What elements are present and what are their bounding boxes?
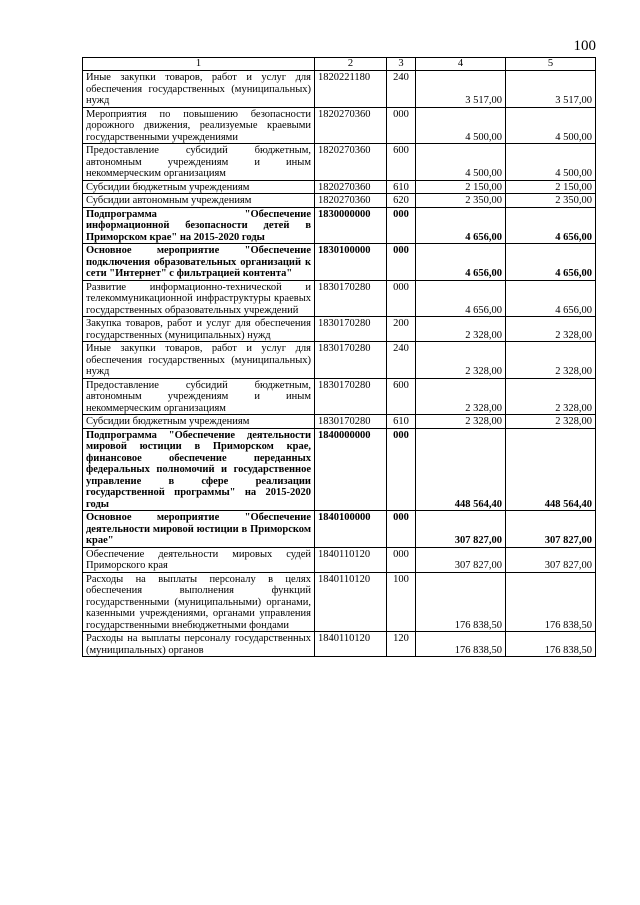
row-amount-col4-cell: 2 328,00 — [416, 342, 506, 379]
table-header-row — [83, 58, 596, 71]
row-code-cell: 1830100000 — [315, 244, 387, 281]
row-type-cell: 000 — [387, 547, 416, 572]
row-type-cell: 610 — [387, 415, 416, 429]
row-code-cell: 1820221180 — [315, 71, 387, 108]
row-type-cell: 000 — [387, 107, 416, 144]
row-code-cell: 1830170280 — [315, 378, 387, 415]
table-row — [83, 207, 596, 244]
row-name-cell: Основное мероприятие "Обеспечение подключения образовательных организаций к сети "Интернет" с фильтрацией контента" — [83, 244, 315, 281]
budget-table — [82, 57, 596, 657]
table-row — [83, 415, 596, 429]
header-cell-1: 1 — [83, 58, 315, 71]
row-type-cell: 000 — [387, 280, 416, 317]
row-code-cell: 1820270360 — [315, 144, 387, 181]
row-type-cell: 000 — [387, 511, 416, 548]
row-type-cell: 620 — [387, 194, 416, 208]
page-number: 100 — [573, 38, 596, 54]
row-amount-col5-cell: 448 564,40 — [506, 428, 596, 511]
row-amount-col5-cell: 307 827,00 — [506, 547, 596, 572]
row-amount-col4-cell: 4 656,00 — [416, 207, 506, 244]
row-amount-col4-cell: 176 838,50 — [416, 572, 506, 632]
row-type-cell: 100 — [387, 572, 416, 632]
table-row — [83, 428, 596, 511]
row-name-cell: Расходы на выплаты персоналу в целях обеспечения выполнения функций государственными (муниципальными) органами, казенными учреждениями, органами управления государственными внебюджетными фондами — [83, 572, 315, 632]
row-amount-col5-cell: 307 827,00 — [506, 511, 596, 548]
row-name-cell: Расходы на выплаты персоналу государственных (муниципальных) органов — [83, 632, 315, 657]
row-amount-col4-cell: 4 656,00 — [416, 280, 506, 317]
row-code-cell: 1840110120 — [315, 547, 387, 572]
row-code-cell: 1830170280 — [315, 280, 387, 317]
row-code-cell: 1840110120 — [315, 632, 387, 657]
row-amount-col5-cell: 2 328,00 — [506, 317, 596, 342]
row-code-cell: 1840100000 — [315, 511, 387, 548]
table-row — [83, 317, 596, 342]
row-code-cell: 1830170280 — [315, 415, 387, 429]
row-amount-col4-cell: 448 564,40 — [416, 428, 506, 511]
header-cell-4: 4 — [416, 58, 506, 71]
table-row — [83, 194, 596, 208]
row-amount-col5-cell: 3 517,00 — [506, 71, 596, 108]
row-type-cell: 600 — [387, 378, 416, 415]
row-amount-col5-cell: 4 500,00 — [506, 144, 596, 181]
row-amount-col4-cell: 307 827,00 — [416, 511, 506, 548]
row-amount-col5-cell: 4 656,00 — [506, 244, 596, 281]
header-cell-3: 3 — [387, 58, 416, 71]
row-name-cell: Мероприятия по повышению безопасности дорожного движения, реализуемые краевыми государственными учреждениями — [83, 107, 315, 144]
row-name-cell: Иные закупки товаров, работ и услуг для обеспечения государственных (муниципальных) нужд — [83, 71, 315, 108]
header-cell-2: 2 — [315, 58, 387, 71]
row-amount-col4-cell: 4 500,00 — [416, 144, 506, 181]
row-name-cell: Развитие информационно-технической и телекоммуникационной инфраструктуры краевых государственных образовательных учреждений — [83, 280, 315, 317]
row-amount-col4-cell: 3 517,00 — [416, 71, 506, 108]
table-row — [83, 144, 596, 181]
row-amount-col4-cell: 176 838,50 — [416, 632, 506, 657]
row-name-cell: Подпрограмма "Обеспечение информационной безопасности детей в Приморском крае" на 2015-2020 годы — [83, 207, 315, 244]
row-amount-col5-cell: 2 150,00 — [506, 180, 596, 194]
row-type-cell: 240 — [387, 342, 416, 379]
row-type-cell: 600 — [387, 144, 416, 181]
table-row — [83, 378, 596, 415]
row-amount-col5-cell: 4 656,00 — [506, 207, 596, 244]
row-amount-col4-cell: 307 827,00 — [416, 547, 506, 572]
table-row — [83, 511, 596, 548]
row-name-cell: Основное мероприятие "Обеспечение деятельности мировой юстиции в Приморском крае" — [83, 511, 315, 548]
row-name-cell: Подпрограмма "Обеспечение деятельности мировой юстиции в Приморском крае, финансовое обеспечение переданных федеральных полномочий и государственное управление в сфере реализации государственной программы" на 2015-2020 годы — [83, 428, 315, 511]
row-amount-col5-cell: 4 500,00 — [506, 107, 596, 144]
table-row — [83, 280, 596, 317]
row-amount-col5-cell: 176 838,50 — [506, 572, 596, 632]
row-code-cell: 1840110120 — [315, 572, 387, 632]
row-code-cell: 1820270360 — [315, 180, 387, 194]
row-type-cell: 000 — [387, 244, 416, 281]
row-name-cell: Иные закупки товаров, работ и услуг для обеспечения государственных (муниципальных) нужд — [83, 342, 315, 379]
table-row — [83, 572, 596, 632]
row-amount-col4-cell: 2 328,00 — [416, 317, 506, 342]
row-amount-col5-cell: 2 328,00 — [506, 342, 596, 379]
table-row — [83, 71, 596, 108]
row-name-cell: Закупка товаров, работ и услуг для обеспечения государственных (муниципальных) нужд — [83, 317, 315, 342]
row-code-cell: 1830170280 — [315, 317, 387, 342]
row-name-cell: Обеспечение деятельности мировых судей Приморского края — [83, 547, 315, 572]
row-code-cell: 1840000000 — [315, 428, 387, 511]
table-row — [83, 547, 596, 572]
row-amount-col5-cell: 2 328,00 — [506, 378, 596, 415]
row-amount-col4-cell: 2 350,00 — [416, 194, 506, 208]
row-type-cell: 610 — [387, 180, 416, 194]
row-amount-col4-cell: 4 656,00 — [416, 244, 506, 281]
row-amount-col4-cell: 2 328,00 — [416, 415, 506, 429]
row-type-cell: 200 — [387, 317, 416, 342]
row-amount-col4-cell: 2 150,00 — [416, 180, 506, 194]
budget-table-body — [83, 58, 596, 657]
table-row — [83, 107, 596, 144]
row-type-cell: 120 — [387, 632, 416, 657]
row-name-cell: Предоставление субсидий бюджетным, автономным учреждениям и иным некоммерческим организациям — [83, 378, 315, 415]
row-type-cell: 000 — [387, 207, 416, 244]
row-amount-col5-cell: 2 328,00 — [506, 415, 596, 429]
table-row — [83, 342, 596, 379]
row-amount-col5-cell: 176 838,50 — [506, 632, 596, 657]
table-row — [83, 180, 596, 194]
row-code-cell: 1830170280 — [315, 342, 387, 379]
row-code-cell: 1820270360 — [315, 107, 387, 144]
row-type-cell: 240 — [387, 71, 416, 108]
row-code-cell: 1820270360 — [315, 194, 387, 208]
table-row — [83, 632, 596, 657]
row-amount-col4-cell: 2 328,00 — [416, 378, 506, 415]
row-name-cell: Субсидии бюджетным учреждениям — [83, 415, 315, 429]
row-amount-col4-cell: 4 500,00 — [416, 107, 506, 144]
row-type-cell: 000 — [387, 428, 416, 511]
row-amount-col5-cell: 4 656,00 — [506, 280, 596, 317]
table-row — [83, 244, 596, 281]
row-name-cell: Субсидии бюджетным учреждениям — [83, 180, 315, 194]
row-name-cell: Предоставление субсидий бюджетным, автономным учреждениям и иным некоммерческим организациям — [83, 144, 315, 181]
row-code-cell: 1830000000 — [315, 207, 387, 244]
row-amount-col5-cell: 2 350,00 — [506, 194, 596, 208]
row-name-cell: Субсидии автономным учреждениям — [83, 194, 315, 208]
header-cell-5: 5 — [506, 58, 596, 71]
